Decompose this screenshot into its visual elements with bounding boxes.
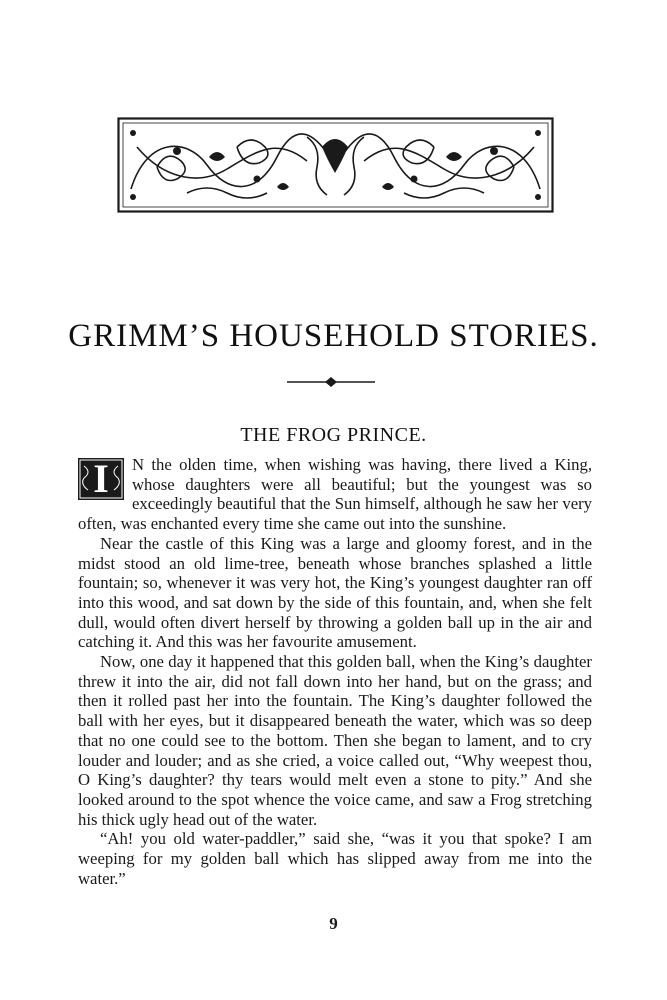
book-title: GRIMM’S HOUSEHOLD STORIES.: [68, 318, 599, 354]
ornamental-headpiece: [117, 117, 554, 213]
paragraph: “Ah! you old water-paddler,” said she, “was it you that spoke? I am weeping for my golden ball which has slipped away from me into the water.”: [78, 829, 592, 888]
scrollwork-ornament: [117, 117, 554, 213]
story-text: [78, 455, 592, 888]
page-number: 9: [329, 914, 338, 933]
paragraph: [78, 455, 592, 534]
title-divider: [287, 376, 375, 388]
story-title: THE FROG PRINCE.: [240, 424, 427, 446]
paragraph: Near the castle of this King was a large and gloomy forest, and in the midst stood an old lime-tree, beneath whose branches splashed a little fountain; so, whenever it was very hot, the King’s youngest daughter ran off into this wood, and sat down by the side of this fountain, and, when she felt dull, would often divert herself by throwing a golden ball up in the air and catching it. And this was her favourite amusement.: [78, 533, 592, 652]
paragraph: Now, one day it happened that this golden ball, when the King’s daughter threw it into the air, did not fall down into her hand, but on the grass; and then it rolled past her into the fountain. The King’s daughter followed the ball with her eyes, but it disappeared beneath the water, which was so deep that no one could see to the bottom. Then she began to lament, and to cry louder and louder; and as she cried, a voice called out, “Why weepest thou, O King’s daughter? thy tears would melt even a stone to pity.” And she looked around to the spot whence the voice came, and saw a Frog stretching his thick ugly head out of the water.: [78, 652, 592, 829]
drop-cap: [78, 458, 124, 500]
paragraph-text: N the olden time, when wishing was having, there lived a King, whose daughters were all beautiful; but the youngest was so exceedingly beautiful that the Sun himself, although he saw her very often, was enchanted every time she came out into the sunshine.: [78, 455, 592, 534]
drop-cap-letter: I: [93, 456, 109, 501]
